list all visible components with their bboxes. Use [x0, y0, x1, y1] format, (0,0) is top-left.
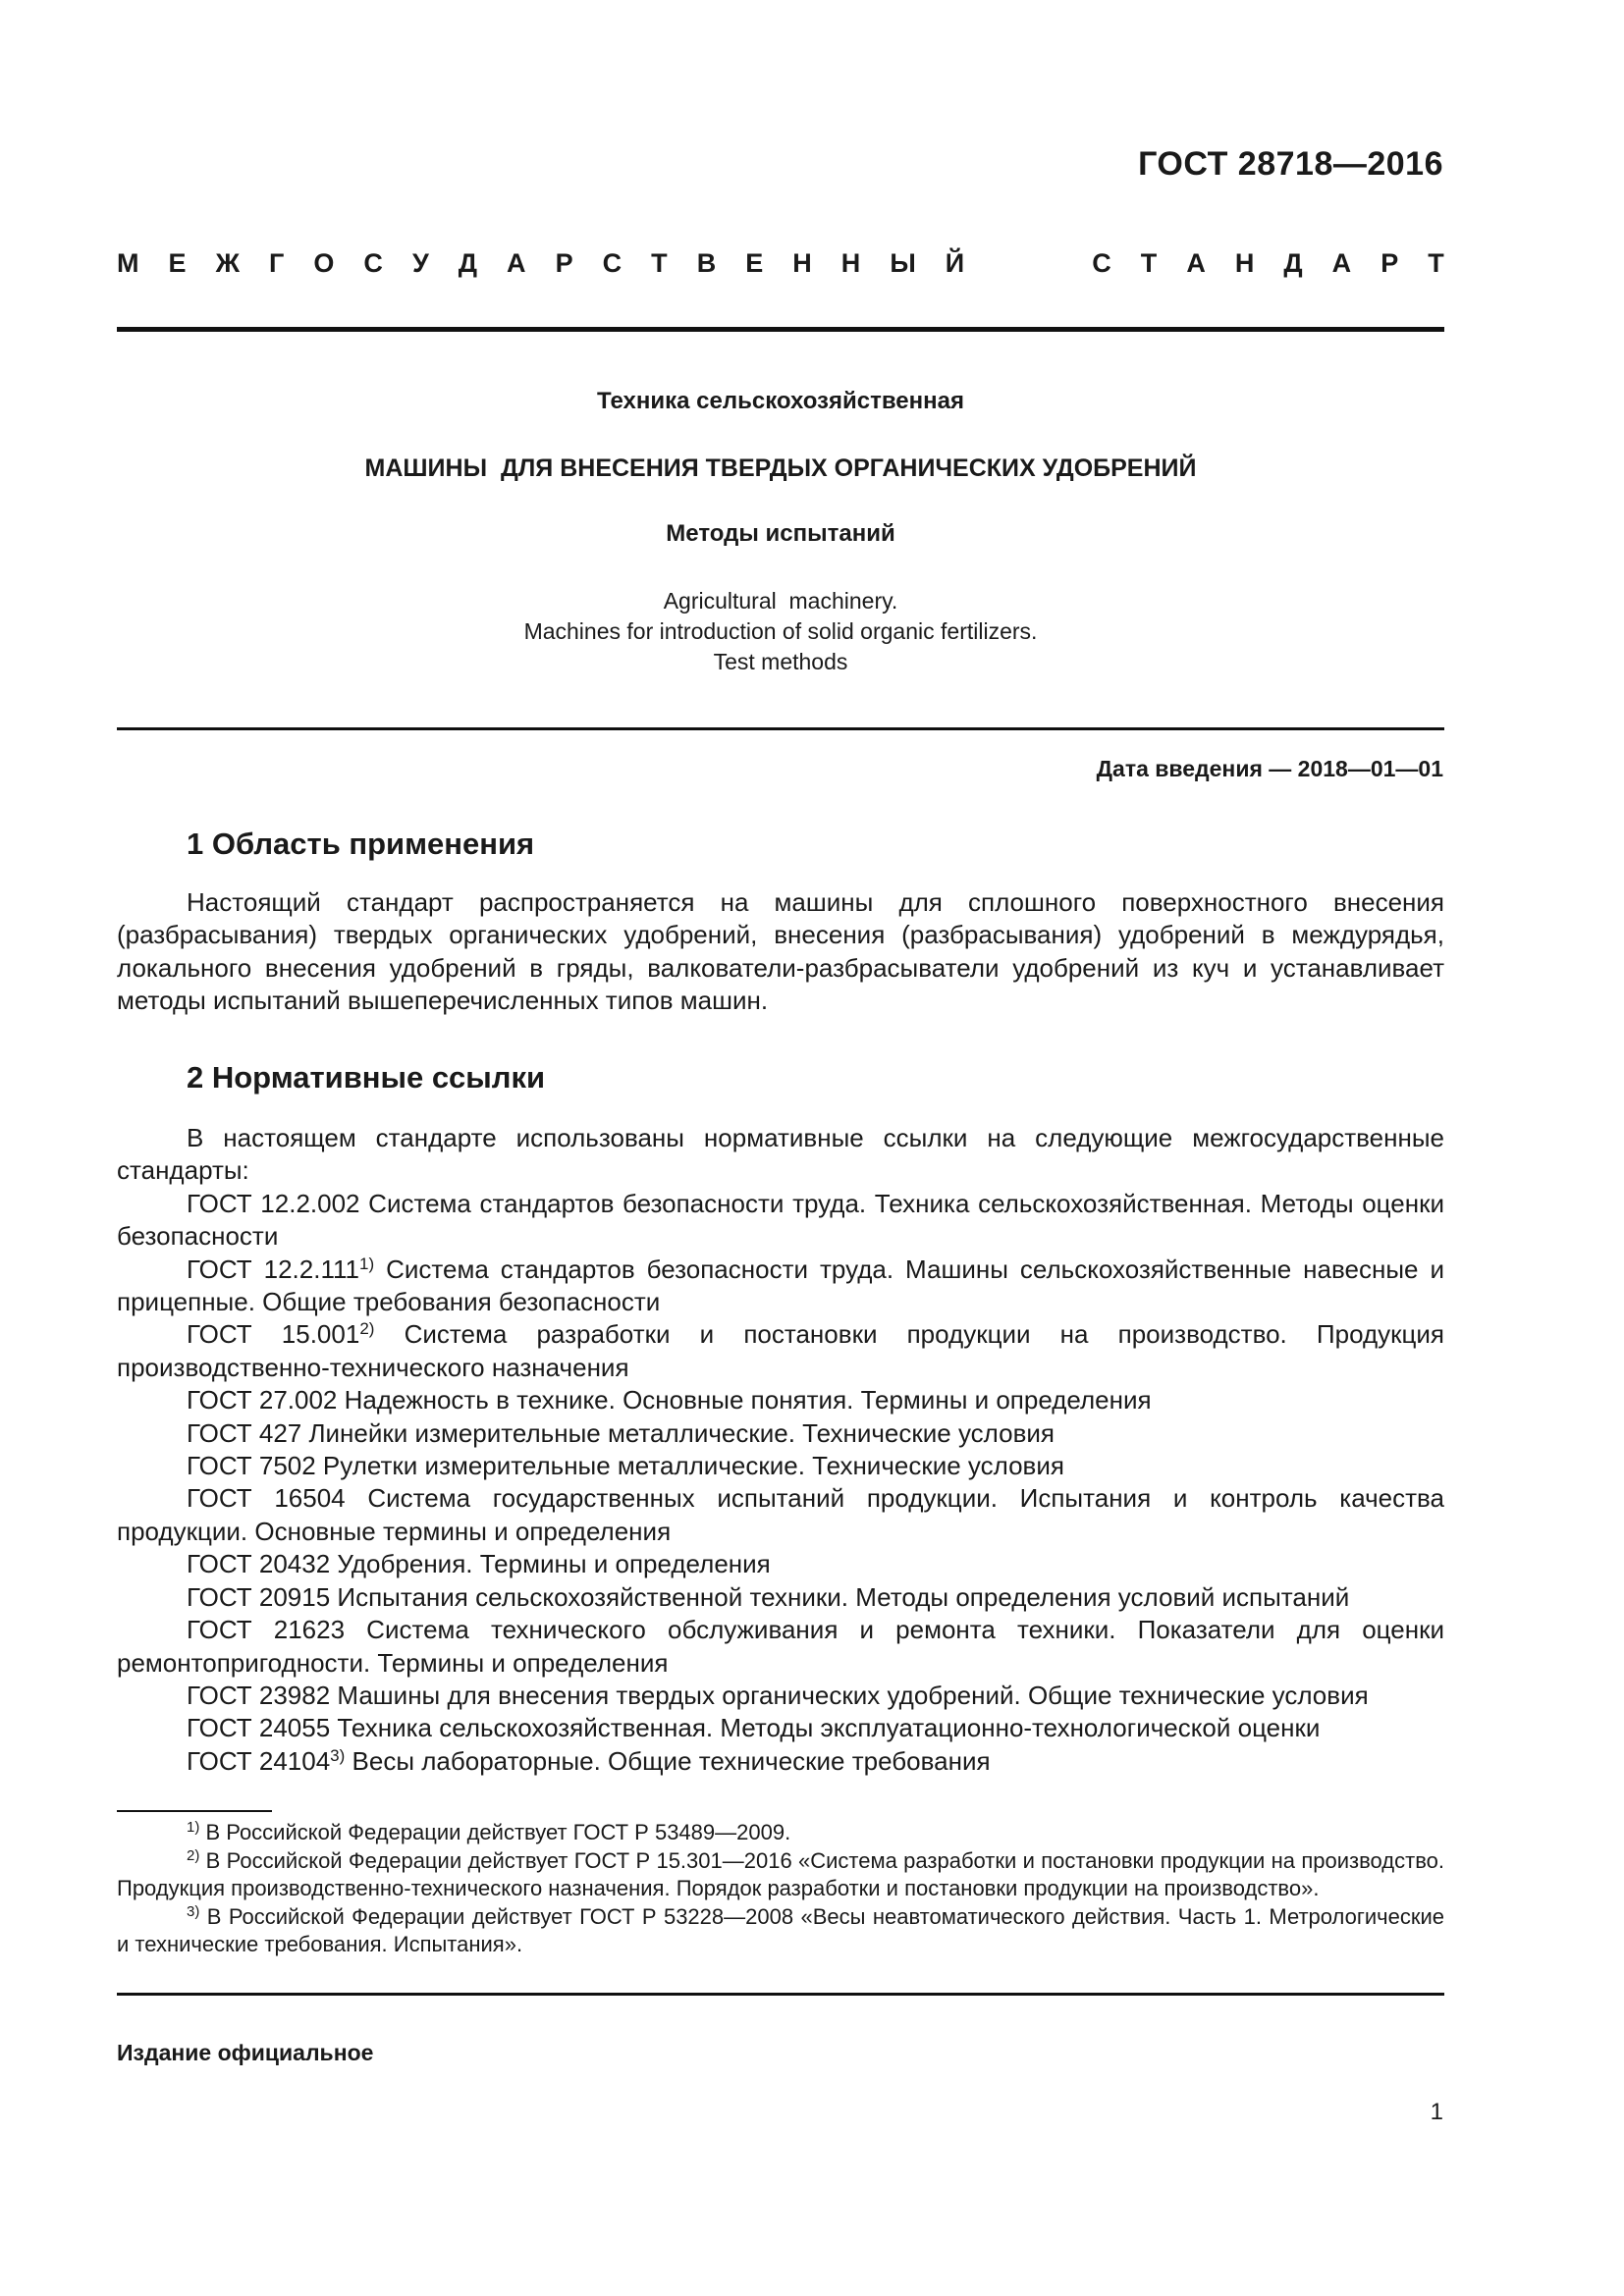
title-main: МАШИНЫ ДЛЯ ВНЕСЕНИЯ ТВЕРДЫХ ОРГАНИЧЕСКИХ УДОБРЕНИЙ — [364, 454, 1197, 482]
banner-letter: Т — [1428, 248, 1444, 278]
reference-code: ГОСТ 27.002 — [187, 1385, 338, 1415]
banner-letter: Н — [840, 248, 861, 278]
reference-code: ГОСТ 21623 — [187, 1615, 346, 1645]
footnote — [117, 1819, 1444, 1847]
reference-code: ГОСТ 16504 — [187, 1483, 346, 1514]
reference-title: Удобрения. Термины и определения — [330, 1549, 771, 1579]
reference-code: ГОСТ 427 — [187, 1417, 302, 1448]
footnote-text: В Российской Федерации действует ГОСТ Р 15.301—2016 «Система разработки и постановки продукции на производство. Продукция производственно-технического назначения. Порядок разработки и постановки продукции на производство». — [117, 1847, 1444, 1901]
reference-item — [117, 1482, 1444, 1548]
reference-title: Весы лабораторные. Общие технические требования — [345, 1745, 991, 1776]
page-number: 1 — [1430, 2099, 1443, 2125]
banner-letter: Е — [745, 248, 764, 278]
section-1-paragraph: Настоящий стандарт распространяется на машины для сплошного поверхностного внесения (разбрасывания) твердых органических удобрений, внесения (разбрасывания) удобрений в междурядья, локального внесения удобрений в гряды, валкователи-разбрасыватели удобрений из куч и устанавливает методы испытаний вышеперечисленных типов машин. — [117, 887, 1444, 1016]
footnotes — [117, 1819, 1444, 1959]
banner-letter: С — [1092, 248, 1111, 278]
title-category: Техника сельскохозяйственная — [597, 388, 964, 414]
banner-letter: Е — [168, 248, 187, 278]
banner-letter: М — [117, 248, 139, 278]
banner-letter: Д — [458, 248, 478, 278]
banner-letter: С — [602, 248, 623, 278]
banner-letter: Ж — [215, 248, 240, 278]
banner-letter: А — [1186, 248, 1206, 278]
footnote — [117, 1903, 1444, 1959]
footnote-separator — [117, 1810, 272, 1812]
standard-type-banner — [117, 248, 1444, 279]
edition-label: Издание официальное — [117, 2040, 374, 2065]
english-title-line: Machines for introduction of solid organic fertilizers. — [523, 618, 1038, 644]
reference-title: Линейки измерительные металлические. Технические условия — [301, 1417, 1055, 1448]
section-2-intro: В настоящем стандарте использованы нормативные ссылки на следующие межгосударственные стандарты: — [117, 1123, 1444, 1186]
reference-title: Система разработки и постановки продукции на производство. Продукция производственно-технического назначения — [117, 1319, 1444, 1382]
english-title — [117, 586, 1444, 677]
reference-item — [117, 1712, 1444, 1744]
section-2-heading: 2 Нормативные ссылки — [187, 1060, 546, 1095]
footnote-mark: 2) — [187, 1846, 200, 1864]
banner-letter: С — [363, 248, 383, 278]
reference-code: ГОСТ 12.2.111 — [187, 1254, 359, 1284]
reference-code: ГОСТ 15.001 — [187, 1319, 360, 1350]
banner-letter: А — [1331, 248, 1352, 278]
reference-item — [117, 1188, 1444, 1254]
banner-letter: Н — [792, 248, 812, 278]
banner-letter: Т — [651, 248, 668, 278]
reference-item — [117, 1680, 1444, 1712]
banner-letter: О — [313, 248, 335, 278]
reference-code: ГОСТ 12.2.002 — [187, 1188, 360, 1218]
reference-code: ГОСТ 24055 — [187, 1713, 331, 1743]
reference-code: ГОСТ 23982 — [187, 1680, 331, 1710]
banner-word-gap — [994, 248, 1062, 279]
footnote-marker: 2) — [359, 1319, 375, 1339]
english-title-line: Agricultural machinery. — [663, 588, 898, 614]
reference-item — [117, 1581, 1444, 1614]
reference-item — [117, 1614, 1444, 1680]
footnote-mark: 1) — [187, 1819, 200, 1836]
banner-letter: У — [411, 248, 429, 278]
footnote-mark: 3) — [187, 1902, 200, 1920]
reference-title: Система стандартов безопасности труда. Машины сельскохозяйственные навесные и прицепные. Общие требования безопасности — [117, 1254, 1444, 1317]
reference-title: Надежность в технике. Основные понятия. Термины и определения — [337, 1385, 1152, 1415]
introduction-date: Дата введения — 2018—01—01 — [1096, 756, 1443, 781]
reference-title: Машины для внесения твердых органических удобрений. Общие технические условия — [330, 1680, 1369, 1710]
reference-item — [117, 1384, 1444, 1416]
reference-item — [117, 1548, 1444, 1580]
top-rule — [117, 327, 1444, 332]
reference-title: Рулетки измерительные металлические. Технические условия — [315, 1451, 1064, 1481]
banner-letter: Д — [1283, 248, 1303, 278]
section-2-body — [117, 1122, 1444, 1778]
banner-letter: Р — [1380, 248, 1399, 278]
banner-letter: А — [507, 248, 526, 278]
title-rule — [117, 727, 1444, 730]
reference-item — [117, 1417, 1444, 1450]
footnote-text: В Российской Федерации действует ГОСТ Р 53228—2008 «Весы неавтоматического действия. Часть 1. Метрологические и технические требования. Испытания». — [117, 1903, 1444, 1957]
footnote-marker: 1) — [358, 1254, 375, 1273]
banner-letter: Г — [269, 248, 285, 278]
english-title-line: Test methods — [713, 649, 848, 674]
title-subtitle: Методы испытаний — [666, 520, 895, 547]
banner-letter: Р — [555, 248, 573, 278]
footnote-marker: 3) — [330, 1745, 346, 1765]
reference-item — [117, 1318, 1444, 1384]
reference-title: Система стандартов безопасности труда. Техника сельскохозяйственная. Методы оценки безопасности — [117, 1188, 1444, 1252]
banner-letter: Н — [1234, 248, 1255, 278]
gost-number: ГОСТ 28718—2016 — [1138, 145, 1443, 183]
reference-code: ГОСТ 24104 — [187, 1745, 331, 1776]
reference-code: ГОСТ 20915 — [187, 1581, 331, 1612]
reference-title: Техника сельскохозяйственная. Методы эксплуатационно-технологической оценки — [330, 1713, 1321, 1743]
reference-title: Система технического обслуживания и ремонта техники. Показатели для оценки ремонтопригодности. Термины и определения — [117, 1615, 1444, 1678]
reference-title: Испытания сельскохозяйственной техники. Методы определения условий испытаний — [330, 1581, 1350, 1612]
footer-rule — [117, 1993, 1444, 1996]
reference-item — [117, 1450, 1444, 1482]
footnote — [117, 1847, 1444, 1903]
reference-title: Система государственных испытаний продукции. Испытания и контроль качества продукции. Основные термины и определения — [117, 1483, 1444, 1546]
footnote-text: В Российской Федерации действует ГОСТ Р 53489—2009. — [199, 1820, 791, 1844]
reference-code: ГОСТ 20432 — [187, 1549, 331, 1579]
banner-letter: В — [696, 248, 717, 278]
reference-item — [117, 1254, 1444, 1319]
banner-letter: Т — [1140, 248, 1158, 278]
reference-code: ГОСТ 7502 — [187, 1451, 316, 1481]
reference-item — [117, 1745, 1444, 1778]
section-1-heading: 1 Область применения — [187, 827, 535, 861]
section-1-body — [117, 886, 1444, 1018]
banner-letter: Й — [945, 248, 965, 278]
banner-letter: Ы — [890, 248, 916, 278]
